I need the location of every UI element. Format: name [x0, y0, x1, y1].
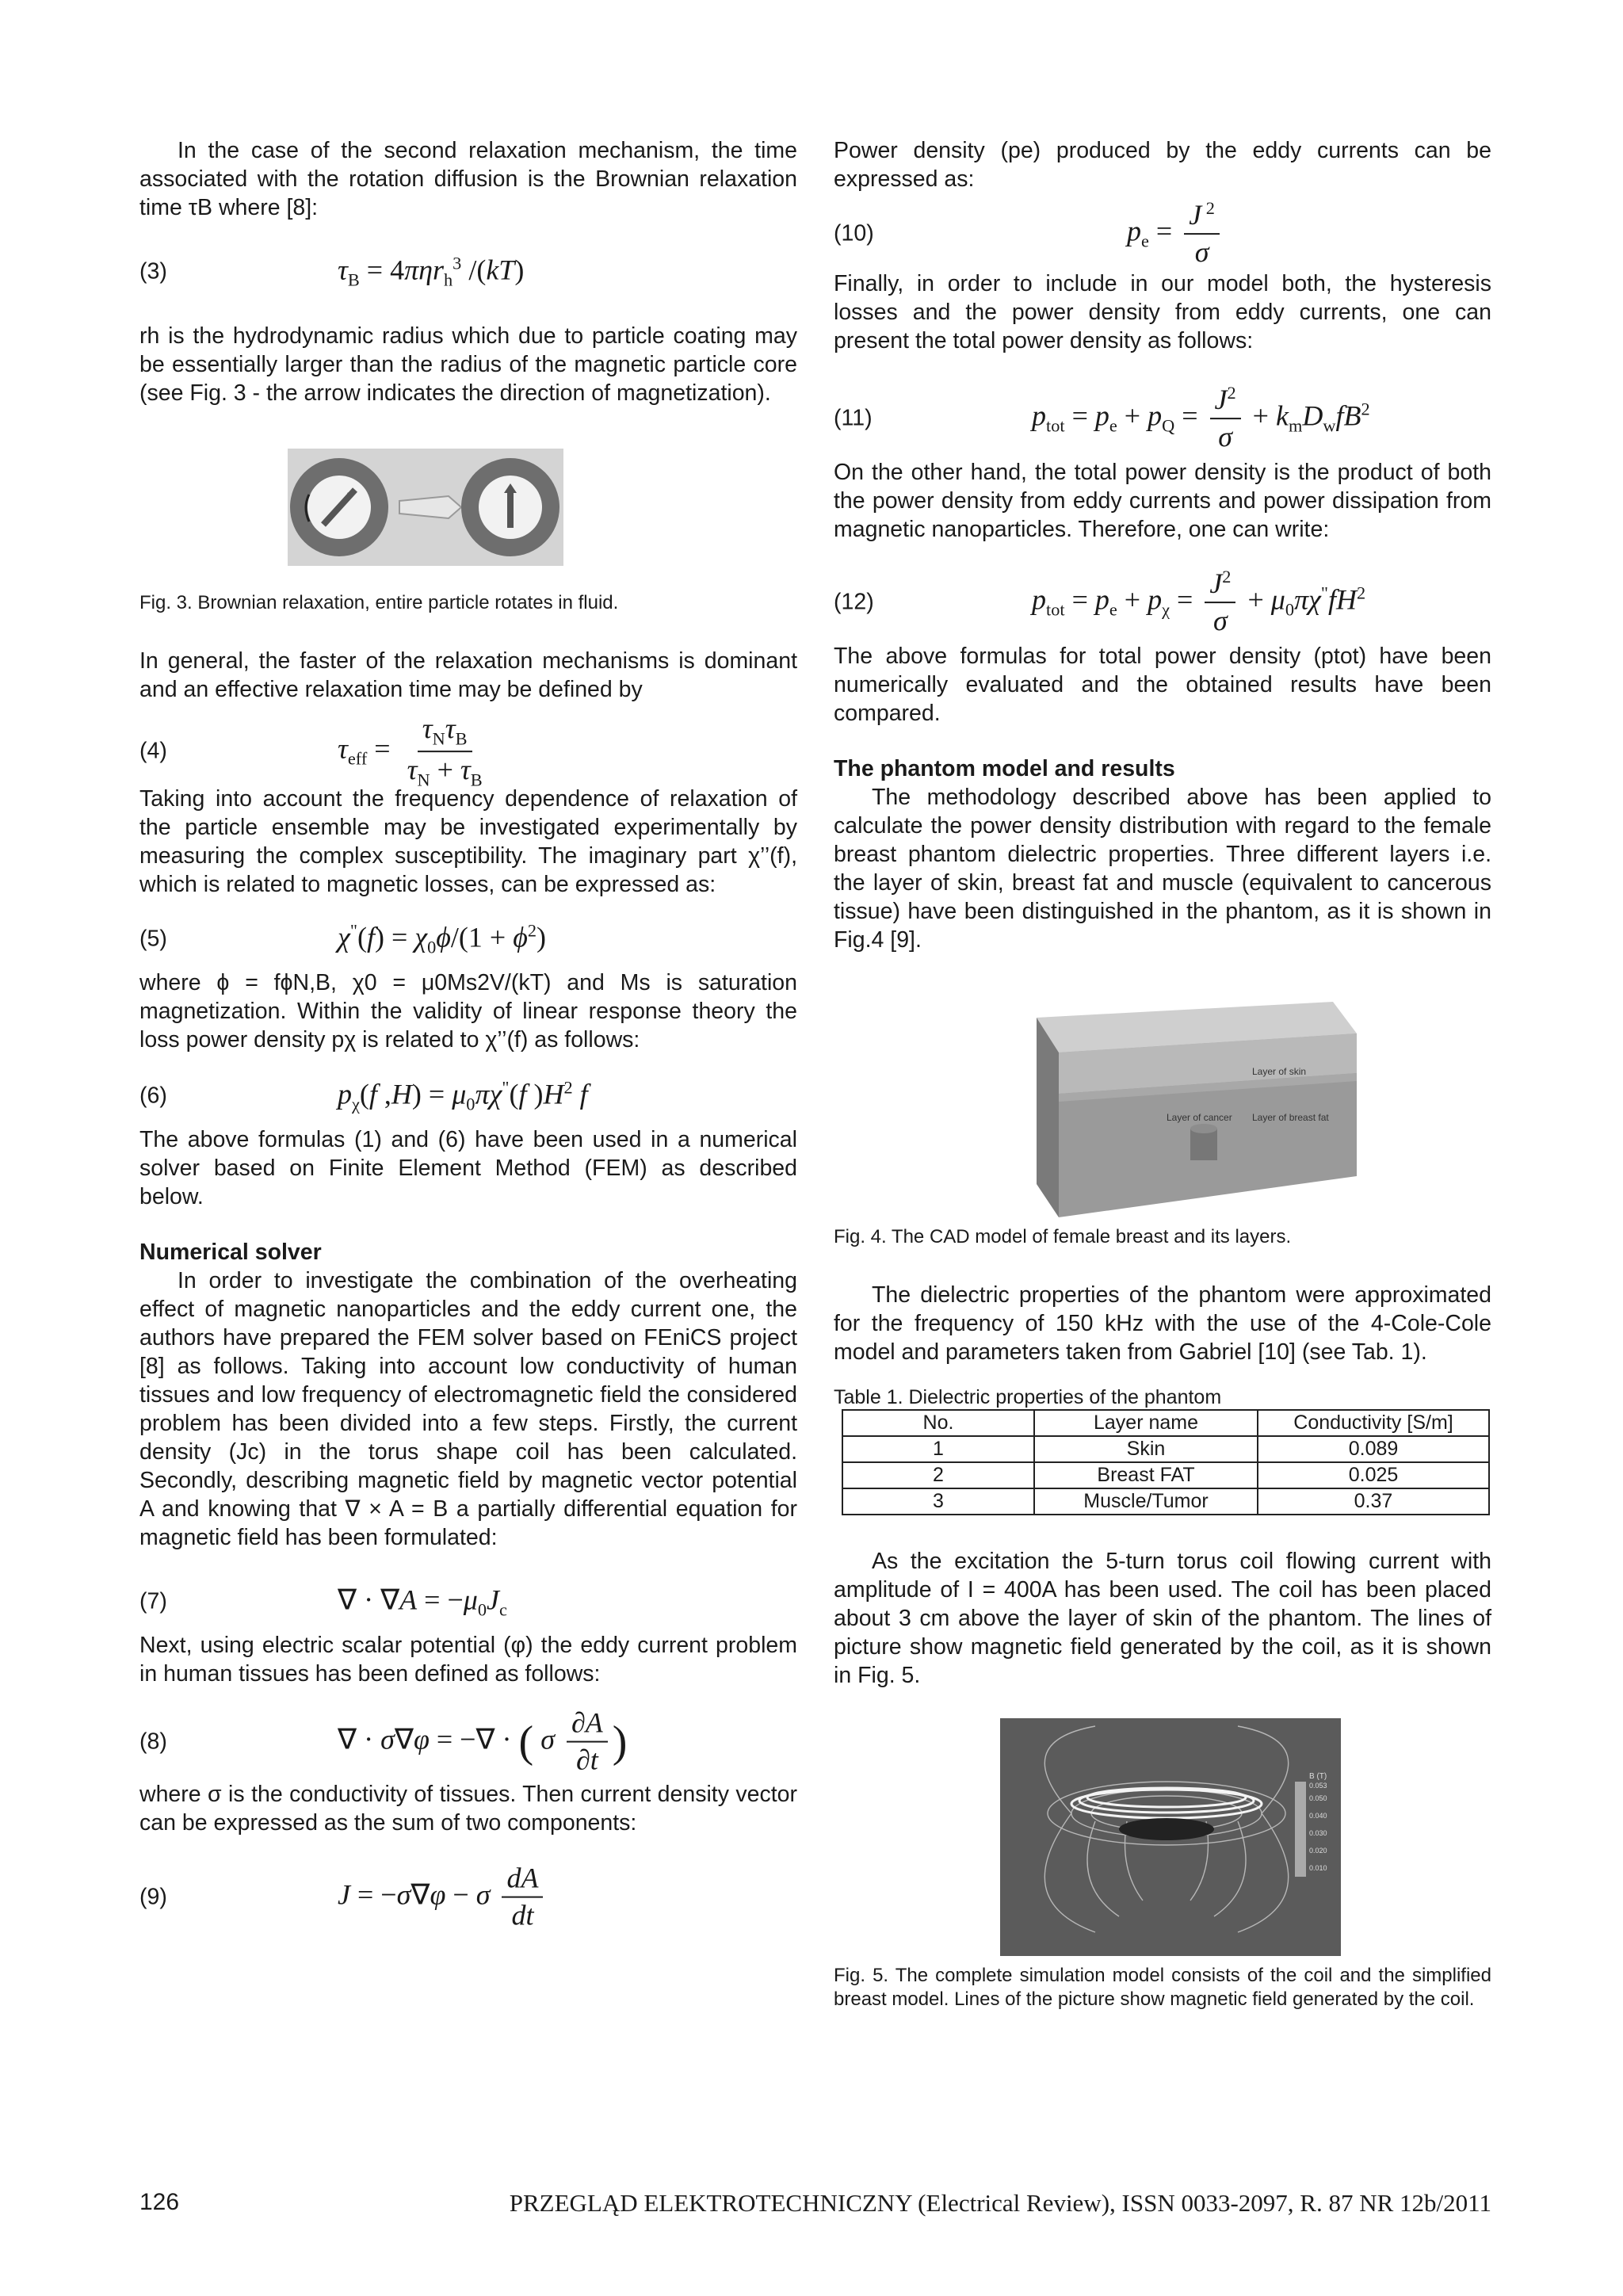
figure-5-image: [834, 1718, 1491, 1956]
right-column: [834, 136, 1491, 2011]
table-header-row: [842, 1410, 1489, 1436]
equation-formula: $\tau_{eff}$ = $\frac{\tau_N\tau_B}{\tau_N + \tau_B}$: [338, 712, 483, 790]
equation-number: (11): [834, 405, 873, 431]
figure-4-image: [834, 986, 1491, 1221]
table-header: Conductivity [S/m]: [1258, 1410, 1489, 1436]
figure-5-caption: Fig. 5. The complete simulation model consists of the coil and the simplified breast model. Lines of the picture show magnetic field generated by the coil.: [834, 1965, 1491, 2010]
paragraph: On the other hand, the total power density is the product of both the power density from eddy currents and power dissipation from magnetic nanoparticles. Therefore, one can write:: [834, 460, 1491, 542]
equation-number: (10): [834, 220, 874, 246]
equation-number: (12): [834, 589, 874, 615]
equation-formula: ∇ · $\nabla A = -\mu_0J_c$: [338, 1584, 507, 1620]
equation-number: (7): [139, 1588, 167, 1614]
fig5-legend-tick: 0.030: [1309, 1829, 1327, 1837]
table-cell: Muscle/Tumor: [1034, 1488, 1258, 1515]
figure-4-caption: Fig. 4. The CAD model of female breast and its layers.: [834, 1226, 1292, 1247]
equation-formula: $p_{tot} = p_e + p_\chi$ = $\frac{J^2}{\sigma}$ + $\mu_0\pi\chi^"fH^2$: [1032, 567, 1366, 637]
paragraph: The above formulas (1) and (6) have been used in a numerical solver based on Finite Element Method (FEM) as described below.: [139, 1127, 797, 1209]
equation-formula: J = −σ∇φ − σ $\frac{dA}{dt}$: [338, 1862, 548, 1933]
section-heading: Numerical solver: [139, 1240, 322, 1265]
equation-5: [139, 910, 797, 968]
equation-12: [834, 563, 1491, 642]
dielectric-properties-table: [842, 1409, 1490, 1515]
equation-formula: $\tau_B = 4\pi\eta r_h^3$ /(kT): [338, 253, 525, 290]
left-column: [139, 136, 797, 1935]
paragraph: The dielectric properties of the phantom were approximated for the frequency of 150 kHz with the use of the 4-Cole-Cole model and parameters taken from Gabriel [10] (see Tab. 1).: [834, 1282, 1491, 1365]
paragraph: where σ is the conductivity of tissues. Then current density vector can be expressed as the sum of two components:: [139, 1782, 797, 1836]
table-row: [842, 1436, 1489, 1462]
paragraph: The above formulas for total power density (ptot) have been numerically evaluated and the obtained results have been compared.: [834, 644, 1491, 726]
figure-3-image: [139, 449, 797, 567]
table-cell: 0.025: [1258, 1462, 1489, 1488]
equation-10: [834, 198, 1491, 269]
fig4-label-fat: Layer of breast fat: [1252, 1112, 1329, 1123]
fig5-legend-tick: 0.010: [1309, 1864, 1327, 1872]
equation-4: [139, 712, 797, 790]
fig5-legend-tick: 0.020: [1309, 1847, 1327, 1855]
table-cell: 0.37: [1258, 1488, 1489, 1515]
paragraph: Taking into account the frequency dependence of relaxation of the particle ensemble may be investigated experimentally by measuring the complex susceptibility. The imaginary part χ’’(f), which is related to magnetic losses, can be expressed as:: [139, 786, 797, 897]
fig5-legend-tick: 0.053: [1309, 1782, 1327, 1790]
figure-3-caption: Fig. 3. Brownian relaxation, entire particle rotates in fluid.: [139, 592, 619, 613]
fig5-legend-tick: 0.040: [1309, 1812, 1327, 1820]
paragraph: In the case of the second relaxation mechanism, the time associated with the rotation diffusion is the Brownian relaxation time τB where [8]:: [139, 138, 797, 220]
equation-formula: ∇ · σ∇φ = −∇ · ( σ $\frac{\partial A}{\partial t}$ ): [338, 1706, 628, 1776]
page-number: 126: [139, 2189, 180, 2215]
equation-9: [139, 1859, 797, 1935]
equation-3: [139, 243, 797, 301]
equation-number: (5): [139, 926, 167, 952]
table-cell: 0.089: [1258, 1436, 1489, 1462]
equation-formula: $p_\chi(f$ $,H) = \mu_0\pi\chi^"(f$ )$H^2$ f: [338, 1077, 588, 1114]
paragraph: Next, using electric scalar potential (φ) the eddy current problem in human tissues has been defined as follows:: [139, 1633, 797, 1687]
page-footer: [139, 2189, 1491, 2221]
paragraph: rh is the hydrodynamic radius which due to particle coating may be essentially larger than the radius of the magnetic particle core (see Fig. 3 - the arrow indicates the direction of magnetization).: [139, 323, 797, 406]
table-header: No.: [842, 1410, 1034, 1436]
equation-6: [139, 1067, 797, 1125]
equation-7: [139, 1572, 797, 1631]
equation-11: [834, 379, 1491, 458]
paragraph: Finally, in order to include in our model both, the hysteresis losses and the power density from eddy currents, one can present the total power density as follows:: [834, 271, 1491, 353]
equation-formula: $p_{tot} = p_e + p_Q$ = $\frac{J^2}{\sigma}$ + $k_mD_wfB^2$: [1032, 383, 1370, 453]
fig4-label-skin: Layer of skin: [1252, 1066, 1307, 1077]
equation-number: (4): [139, 738, 167, 764]
fig4-label-cancer: Layer of cancer: [1167, 1112, 1232, 1123]
equation-8: [139, 1704, 797, 1780]
fig5-legend-title: B (T): [1309, 1772, 1327, 1781]
paragraph: In general, the faster of the relaxation mechanisms is dominant and an effective relaxation time may be defined by: [139, 648, 797, 702]
paragraph: In order to investigate the combination of the overheating effect of magnetic nanoparticles and the eddy current one, the authors have prepared the FEM solver based on FEniCS project [8] as follows. Taking into account low conductivity of human tissues and low frequency of electromagnetic field the considered problem has been divided into a few steps. Firstly, the current density (Jc) in the torus shape coil has been calculated. Secondly, describing magnetic field by magnetic vector potential A and knowing that ∇ × A = B a partially differential equation for magnetic field has been formulated:: [139, 1268, 797, 1550]
equation-number: (9): [139, 1884, 167, 1910]
table-row: [842, 1462, 1489, 1488]
fig5-legend-tick: 0.050: [1309, 1794, 1327, 1802]
table-cell: 1: [842, 1436, 1034, 1462]
section-heading: The phantom model and results: [834, 756, 1175, 781]
paragraph: The methodology described above has been applied to calculate the power density distribution with regard to the female breast phantom dielectric properties. Three different layers i.e. the layer of skin, breast fat and muscle (equivalent to cancerous tissue) have been distinguished in the phantom, as it is shown in Fig.4 [9].: [834, 785, 1491, 953]
table-row: [842, 1488, 1489, 1515]
equation-number: (3): [139, 258, 167, 285]
journal-reference: PRZEGLĄD ELEKTROTECHNICZNY (Electrical Review), ISSN 0033-2097, R. 87 NR 12b/2011: [509, 2189, 1491, 2217]
equation-number: (8): [139, 1729, 167, 1755]
table-header: Layer name: [1034, 1410, 1258, 1436]
paragraph: Power density (pe) produced by the eddy currents can be expressed as:: [834, 138, 1491, 192]
paragraph: where ϕ = fϕN,B, χ0 = μ0Ms2V/(kT) and Ms is saturation magnetization. Within the validity of linear response theory the loss power density pχ is related to χ’’(f) as follows:: [139, 970, 797, 1052]
table-cell: Skin: [1034, 1436, 1258, 1462]
table-cell: Breast FAT: [1034, 1462, 1258, 1488]
table-caption: Table 1. Dielectric properties of the phantom: [834, 1386, 1222, 1408]
table-cell: 2: [842, 1462, 1034, 1488]
equation-formula: $p_e$ = $\frac{J ^2}{\sigma}$: [1127, 198, 1224, 269]
equation-formula: $\chi^"(f) = \chi_0\phi/(1 + \phi^2)$: [338, 920, 546, 957]
equation-number: (6): [139, 1083, 167, 1109]
paragraph: As the excitation the 5-turn torus coil flowing current with amplitude of I = 400A has been used. The coil has been placed about 3 cm above the layer of skin of the phantom. The lines of picture show magnetic field generated by the coil, as it is shown in Fig. 5.: [834, 1549, 1491, 1688]
table-cell: 3: [842, 1488, 1034, 1515]
